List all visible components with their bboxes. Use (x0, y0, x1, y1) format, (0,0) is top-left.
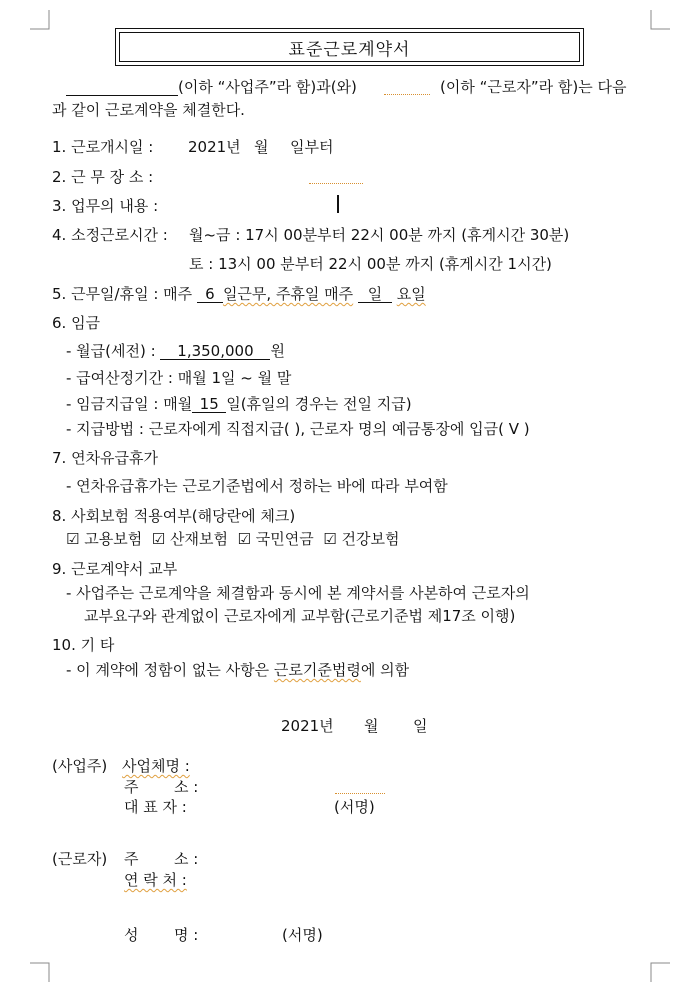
worker-address-so: 소 : (174, 850, 199, 868)
item1-label: 1. 근로개시일 : (52, 138, 154, 156)
worker-contact-label: 연 락 처 : (124, 871, 187, 889)
item5-days[interactable]: 6 (197, 286, 223, 303)
intro-part2: (이하 “근로자”라 함)는 다음 (440, 78, 627, 96)
item6-period: - 급여산정기간 : 매월 1일 ~ 월 말 (66, 369, 292, 387)
item6-method: - 지급방법 : 근로자에게 직접지급( ), 근로자 명의 예금통장에 입금( V ) (66, 420, 530, 438)
page-corner-top-left (30, 10, 50, 30)
worker-blank-marker (384, 94, 430, 95)
text-cursor (337, 195, 339, 213)
worker-role: (근로자) (52, 850, 108, 868)
payday-end: 일(휴일의 경우는 전일 지급) (226, 395, 412, 413)
payday-label: - 임금지급일 : 매월 (66, 395, 193, 413)
item1-day: 일부터 (290, 138, 334, 156)
date-year: 2021년 (281, 717, 334, 735)
worker-name-myeong: 명 : (174, 926, 199, 944)
intro-part1: (이하 “사업주”라 함)과(와) (178, 78, 357, 96)
item9-label: 9. 근로계약서 교부 (52, 560, 178, 578)
item8-label: 8. 사회보험 적용여부(해당란에 체크) (52, 507, 296, 525)
item10-prefix: - 이 계약에 정함이 없는 사항은 (66, 661, 270, 679)
checkbox-icon[interactable]: ☑ (237, 530, 251, 548)
item1-month: 월 (254, 138, 269, 156)
checkbox-icon[interactable]: ☑ (66, 530, 80, 548)
salary-unit: 원 (270, 342, 285, 360)
insurance-row (66, 530, 399, 548)
item1-year: 2021년 (188, 138, 241, 156)
item7-label: 7. 연차유급휴가 (52, 449, 159, 467)
intro-line-2: 과 같이 근로계약을 체결한다. (52, 101, 245, 119)
date-month: 월 (364, 717, 379, 735)
payday-value[interactable]: 15 (192, 396, 226, 413)
address-blank-marker (335, 793, 385, 794)
item7-desc: - 연차유급휴가는 근로기준법에서 정하는 바에 따라 부여함 (66, 477, 448, 495)
checkbox-icon[interactable]: ☑ (323, 530, 337, 548)
item10-suffix: 에 의함 (360, 661, 410, 679)
employer-role: (사업주) (52, 757, 108, 775)
item9-line2: 교부요구와 관계없이 근로자에게 교부함(근로기준법 제17조 이행) (84, 607, 516, 625)
page-corner-top-right (650, 10, 670, 30)
worker-name-seong: 성 (124, 926, 139, 944)
worker-address-ju: 주 (124, 850, 139, 868)
item10-law: 근로기준법령 (273, 661, 361, 679)
item4-saturday: 토 : 13시 00 분부터 22시 00분 까지 (휴게시간 1시간) (189, 255, 552, 273)
item10-label: 10. 기 타 (52, 636, 115, 654)
workplace-blank-marker (309, 183, 363, 184)
item10-line (66, 661, 409, 679)
checkbox-icon[interactable]: ☑ (151, 530, 166, 548)
item4-label: 4. 소정근로시간 : (52, 226, 168, 244)
employer-address-ju: 주 (124, 778, 139, 796)
item2-label: 2. 근 무 장 소 : (52, 168, 154, 186)
item5-end: 요일 (396, 285, 426, 303)
title-box (115, 28, 584, 66)
item4-weekday: 월~금 : 17시 00분부터 22시 00분 까지 (휴게시간 30분) (189, 226, 570, 244)
date-day: 일 (413, 717, 428, 735)
employer-sign: (서명) (334, 798, 375, 816)
employer-company-label: 사업체명 : (122, 757, 190, 775)
item5-line (52, 285, 426, 303)
item5-holiday[interactable]: 일 (358, 286, 392, 303)
item5-label: 5. 근무일/휴일 : 매주 (52, 285, 193, 303)
document-title: 표준근로계약서 (119, 32, 580, 62)
salary-label: - 월급(세전) : (66, 342, 156, 360)
insurance-pension: 국민연금 (255, 530, 314, 548)
item6-payday-line (66, 395, 412, 413)
item6-label: 6. 임금 (52, 314, 101, 332)
item6-salary-line (66, 342, 285, 360)
salary-value[interactable]: 1,350,000 (160, 343, 270, 360)
insurance-health: 건강보험 (341, 530, 400, 548)
employer-blank[interactable] (66, 79, 178, 96)
item9-line1: - 사업주는 근로계약을 체결함과 동시에 본 계약서를 사본하여 근로자의 (66, 584, 530, 602)
page-corner-bottom-right (650, 962, 670, 982)
employer-rep-label: 대 표 자 : (124, 798, 187, 816)
worker-sign: (서명) (282, 926, 323, 944)
page-corner-bottom-left (30, 962, 50, 982)
employer-address-so: 소 : (174, 778, 199, 796)
intro-line-1 (66, 78, 357, 96)
insurance-accident: 산재보험 (169, 530, 228, 548)
insurance-employment: 고용보험 (84, 530, 143, 548)
item3-label: 3. 업무의 내용 : (52, 197, 159, 215)
item5-mid: 일근무, 주휴일 매주 (222, 285, 354, 303)
